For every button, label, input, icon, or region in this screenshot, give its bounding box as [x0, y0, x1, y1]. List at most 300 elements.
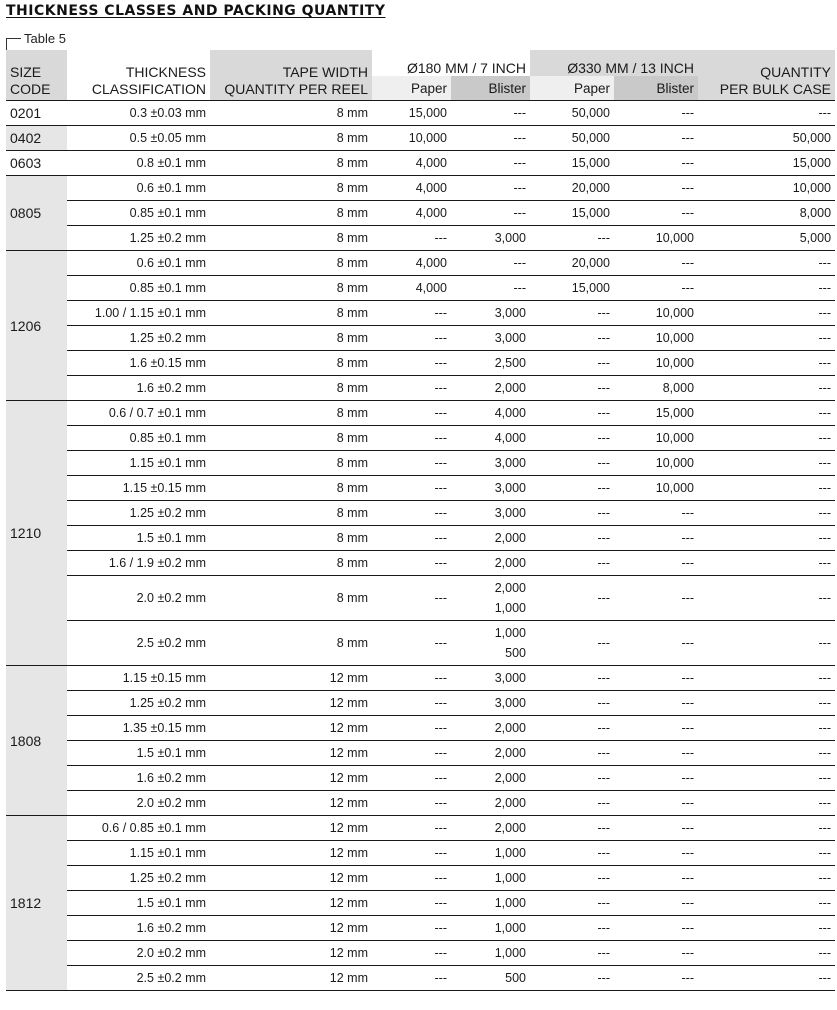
- table-row: [6, 301, 835, 326]
- thickness-cell: 0.6 / 0.7 ±0.1 mm: [67, 401, 210, 426]
- paper-330-cell: ---: [530, 916, 614, 941]
- paper-180-cell: ---: [372, 376, 451, 401]
- bulk-cell: ---: [698, 426, 835, 451]
- table-row: [6, 576, 835, 621]
- blister-330-cell: ---: [614, 791, 698, 816]
- thickness-cell: 0.8 ±0.1 mm: [67, 151, 210, 176]
- header-tape-width-line1: TAPE WIDTH: [282, 64, 368, 80]
- tape-width-cell: 12 mm: [210, 866, 372, 891]
- thickness-cell: 1.5 ±0.1 mm: [67, 741, 210, 766]
- paper-330-cell: ---: [530, 866, 614, 891]
- size-code-cell: 0805: [6, 176, 67, 251]
- paper-330-cell: ---: [530, 301, 614, 326]
- table-row: [6, 326, 835, 351]
- thickness-cell: 2.0 ±0.2 mm: [67, 941, 210, 966]
- paper-330-cell: 50,000: [530, 101, 614, 126]
- table-row: [6, 891, 835, 916]
- header-180-blister: Blister: [451, 76, 530, 101]
- bulk-cell: ---: [698, 251, 835, 276]
- blister-330-cell: 8,000: [614, 376, 698, 401]
- bulk-cell: ---: [698, 526, 835, 551]
- paper-180-cell: ---: [372, 941, 451, 966]
- thickness-cell: 0.6 ±0.1 mm: [67, 176, 210, 201]
- thickness-cell: 2.5 ±0.2 mm: [67, 966, 210, 991]
- blister-180-cell: 1,000: [451, 841, 530, 866]
- paper-180-cell: ---: [372, 476, 451, 501]
- tape-width-cell: 8 mm: [210, 276, 372, 301]
- bulk-cell: ---: [698, 551, 835, 576]
- blister-330-cell: ---: [614, 891, 698, 916]
- paper-180-cell: ---: [372, 666, 451, 691]
- paper-330-cell: ---: [530, 226, 614, 251]
- paper-180-cell: ---: [372, 326, 451, 351]
- tape-width-cell: 8 mm: [210, 201, 372, 226]
- thickness-cell: 1.25 ±0.2 mm: [67, 691, 210, 716]
- paper-330-cell: 15,000: [530, 151, 614, 176]
- tape-width-cell: 12 mm: [210, 741, 372, 766]
- paper-330-cell: ---: [530, 451, 614, 476]
- paper-180-cell: ---: [372, 716, 451, 741]
- table-row: [6, 151, 835, 176]
- blister-180-cell: 2,500: [451, 351, 530, 376]
- tape-width-cell: 8 mm: [210, 501, 372, 526]
- paper-330-cell: ---: [530, 891, 614, 916]
- bulk-cell: ---: [698, 301, 835, 326]
- size-code-cell: 1812: [6, 816, 67, 991]
- blister-180-cell: 1,000: [451, 916, 530, 941]
- blister-330-cell: ---: [614, 866, 698, 891]
- table-row: [6, 666, 835, 691]
- blister-180-cell: 3,000: [451, 501, 530, 526]
- bulk-cell: ---: [698, 621, 835, 666]
- table-row: [6, 966, 835, 991]
- blister-180-cell: ---: [451, 101, 530, 126]
- thickness-cell: 1.5 ±0.1 mm: [67, 526, 210, 551]
- blister-180-cell: 1,000: [451, 941, 530, 966]
- thickness-cell: 1.25 ±0.2 mm: [67, 226, 210, 251]
- size-code-cell: 0201: [6, 101, 67, 126]
- paper-180-cell: ---: [372, 576, 451, 621]
- bulk-cell: ---: [698, 326, 835, 351]
- paper-180-cell: ---: [372, 621, 451, 666]
- bulk-cell: ---: [698, 451, 835, 476]
- blister-180-cell: ---: [451, 201, 530, 226]
- thickness-cell: 2.0 ±0.2 mm: [67, 791, 210, 816]
- bulk-cell: ---: [698, 891, 835, 916]
- blister-330-cell: ---: [614, 251, 698, 276]
- blister-330-cell: 15,000: [614, 401, 698, 426]
- table-row: [6, 426, 835, 451]
- tape-width-cell: 8 mm: [210, 126, 372, 151]
- blister-330-cell: ---: [614, 716, 698, 741]
- thickness-cell: 1.25 ±0.2 mm: [67, 866, 210, 891]
- thickness-cell: 1.5 ±0.1 mm: [67, 891, 210, 916]
- paper-330-cell: ---: [530, 841, 614, 866]
- header-thickness-line1: THICKNESS: [125, 64, 206, 80]
- blister-330-cell: ---: [614, 816, 698, 841]
- tape-width-cell: 8 mm: [210, 576, 372, 621]
- blister-180-cell-line: 2,000: [494, 581, 526, 595]
- blister-330-cell: ---: [614, 551, 698, 576]
- table-row: [6, 941, 835, 966]
- blister-330-cell: 10,000: [614, 426, 698, 451]
- table-row: [6, 501, 835, 526]
- blister-330-cell: ---: [614, 526, 698, 551]
- bulk-cell: 50,000: [698, 126, 835, 151]
- blister-330-cell: ---: [614, 766, 698, 791]
- blister-180-cell: 2,000: [451, 376, 530, 401]
- blister-180-cell: 3,000: [451, 451, 530, 476]
- blister-180-cell: ---: [451, 151, 530, 176]
- paper-180-cell: 4,000: [372, 251, 451, 276]
- table-row: [6, 866, 835, 891]
- tape-width-cell: 8 mm: [210, 301, 372, 326]
- blister-180-cell: ---: [451, 276, 530, 301]
- header-thickness-line2: CLASSIFICATION: [91, 81, 206, 97]
- thickness-cell: 1.25 ±0.2 mm: [67, 326, 210, 351]
- paper-330-cell: ---: [530, 526, 614, 551]
- paper-180-cell: ---: [372, 501, 451, 526]
- blister-180-cell-line: 500: [505, 646, 526, 660]
- paper-330-cell: ---: [530, 426, 614, 451]
- blister-330-cell: 10,000: [614, 451, 698, 476]
- blister-180-cell: 2,000: [451, 526, 530, 551]
- paper-180-cell: ---: [372, 301, 451, 326]
- bulk-cell: ---: [698, 791, 835, 816]
- thickness-cell: 1.15 ±0.15 mm: [67, 476, 210, 501]
- blister-180-cell: 3,000: [451, 326, 530, 351]
- table-row: [6, 351, 835, 376]
- header-tape-width: [210, 50, 372, 101]
- tape-width-cell: 12 mm: [210, 666, 372, 691]
- blister-330-cell: ---: [614, 101, 698, 126]
- thickness-cell: 1.00 / 1.15 ±0.1 mm: [67, 301, 210, 326]
- thickness-cell: 0.6 ±0.1 mm: [67, 251, 210, 276]
- blister-180-cell: 4,000: [451, 426, 530, 451]
- table-row: [6, 101, 835, 126]
- blister-330-cell: 10,000: [614, 226, 698, 251]
- thickness-cell: 0.3 ±0.03 mm: [67, 101, 210, 126]
- paper-330-cell: ---: [530, 691, 614, 716]
- blister-180-cell: ---: [451, 176, 530, 201]
- header-size-code-line2: CODE: [10, 81, 51, 97]
- bulk-cell: ---: [698, 476, 835, 501]
- bulk-cell: ---: [698, 916, 835, 941]
- table-row: [6, 226, 835, 251]
- tape-width-cell: 8 mm: [210, 476, 372, 501]
- blister-330-cell: 10,000: [614, 301, 698, 326]
- paper-330-cell: ---: [530, 621, 614, 666]
- blister-180-cell: 2,000: [451, 766, 530, 791]
- paper-180-cell: ---: [372, 766, 451, 791]
- paper-330-cell: ---: [530, 766, 614, 791]
- tape-width-cell: 8 mm: [210, 426, 372, 451]
- blister-330-cell: ---: [614, 176, 698, 201]
- blister-330-cell: ---: [614, 666, 698, 691]
- paper-330-cell: ---: [530, 666, 614, 691]
- table-row: [6, 916, 835, 941]
- tape-width-cell: 8 mm: [210, 401, 372, 426]
- tape-width-cell: 8 mm: [210, 526, 372, 551]
- blister-330-cell: 10,000: [614, 476, 698, 501]
- bulk-cell: ---: [698, 841, 835, 866]
- blister-330-cell: ---: [614, 126, 698, 151]
- bulk-cell: ---: [698, 816, 835, 841]
- bulk-cell: ---: [698, 691, 835, 716]
- header-180-paper: Paper: [372, 76, 451, 101]
- paper-330-cell: ---: [530, 351, 614, 376]
- table-body: [6, 101, 835, 991]
- blister-330-cell: ---: [614, 151, 698, 176]
- tape-width-cell: 12 mm: [210, 766, 372, 791]
- size-code-cell: 0603: [6, 151, 67, 176]
- tape-width-cell: 12 mm: [210, 941, 372, 966]
- blister-330-cell: ---: [614, 501, 698, 526]
- paper-330-cell: ---: [530, 501, 614, 526]
- blister-180-cell: 2,000: [451, 816, 530, 841]
- header-bulk-line2: PER BULK CASE: [719, 81, 832, 97]
- tape-width-cell: 8 mm: [210, 251, 372, 276]
- bulk-cell: ---: [698, 716, 835, 741]
- thickness-cell: 1.6 / 1.9 ±0.2 mm: [67, 551, 210, 576]
- blister-330-cell: ---: [614, 916, 698, 941]
- thickness-cell: 0.85 ±0.1 mm: [67, 426, 210, 451]
- blister-330-cell: 10,000: [614, 351, 698, 376]
- header-thickness: [67, 50, 210, 101]
- blister-180-cell: 4,000: [451, 401, 530, 426]
- table-label-text: Table 5: [24, 31, 66, 46]
- paper-180-cell: ---: [372, 691, 451, 716]
- paper-330-cell: 20,000: [530, 176, 614, 201]
- blister-330-cell: ---: [614, 741, 698, 766]
- thickness-cell: 0.6 / 0.85 ±0.1 mm: [67, 816, 210, 841]
- blister-330-cell: 10,000: [614, 326, 698, 351]
- bulk-cell: ---: [698, 401, 835, 426]
- blister-180-cell: 3,000: [451, 301, 530, 326]
- paper-330-cell: ---: [530, 791, 614, 816]
- paper-330-cell: ---: [530, 376, 614, 401]
- blister-330-cell: ---: [614, 621, 698, 666]
- paper-180-cell: 10,000: [372, 126, 451, 151]
- blister-180-cell: 3,000: [451, 476, 530, 501]
- size-code-cell: 0402: [6, 126, 67, 151]
- bulk-cell: 5,000: [698, 226, 835, 251]
- paper-180-cell: ---: [372, 741, 451, 766]
- bulk-cell: 10,000: [698, 176, 835, 201]
- paper-180-cell: ---: [372, 526, 451, 551]
- thickness-cell: 1.15 ±0.15 mm: [67, 666, 210, 691]
- bulk-cell: ---: [698, 941, 835, 966]
- thickness-cell: 0.85 ±0.1 mm: [67, 276, 210, 301]
- tape-width-cell: 12 mm: [210, 966, 372, 991]
- bulk-cell: ---: [698, 741, 835, 766]
- paper-180-cell: ---: [372, 551, 451, 576]
- thickness-cell: 1.6 ±0.2 mm: [67, 766, 210, 791]
- bulk-cell: ---: [698, 501, 835, 526]
- blister-180-cell: ---: [451, 126, 530, 151]
- header-size-code-line1: SIZE: [10, 64, 42, 80]
- bulk-cell: ---: [698, 666, 835, 691]
- paper-330-cell: ---: [530, 551, 614, 576]
- paper-180-cell: ---: [372, 816, 451, 841]
- paper-180-cell: 4,000: [372, 151, 451, 176]
- tape-width-cell: 8 mm: [210, 101, 372, 126]
- thickness-cell: 2.0 ±0.2 mm: [67, 576, 210, 621]
- paper-330-cell: ---: [530, 476, 614, 501]
- tape-width-cell: 8 mm: [210, 176, 372, 201]
- paper-180-cell: 4,000: [372, 276, 451, 301]
- bulk-cell: ---: [698, 101, 835, 126]
- paper-180-cell: ---: [372, 426, 451, 451]
- thickness-cell: 1.6 ±0.15 mm: [67, 351, 210, 376]
- blister-180-cell: 3,000: [451, 691, 530, 716]
- blister-330-cell: ---: [614, 201, 698, 226]
- thickness-cell: 1.15 ±0.1 mm: [67, 451, 210, 476]
- paper-180-cell: ---: [372, 351, 451, 376]
- paper-180-cell: ---: [372, 451, 451, 476]
- tape-width-cell: 12 mm: [210, 691, 372, 716]
- size-code-cell: 1206: [6, 251, 67, 401]
- paper-180-cell: ---: [372, 891, 451, 916]
- blister-330-cell: ---: [614, 966, 698, 991]
- header-bulk-quantity: [698, 50, 835, 101]
- blister-330-cell: ---: [614, 841, 698, 866]
- paper-180-cell: ---: [372, 401, 451, 426]
- table-row: [6, 791, 835, 816]
- tape-width-cell: 12 mm: [210, 916, 372, 941]
- thickness-cell: 1.15 ±0.1 mm: [67, 841, 210, 866]
- header-bulk-line1: QUANTITY: [760, 64, 832, 80]
- paper-180-cell: ---: [372, 791, 451, 816]
- blister-180-cell: 2,000: [451, 551, 530, 576]
- table-row: [6, 451, 835, 476]
- paper-330-cell: ---: [530, 401, 614, 426]
- tape-width-cell: 8 mm: [210, 621, 372, 666]
- bulk-cell: ---: [698, 966, 835, 991]
- blister-180-cell: 1,000: [451, 891, 530, 916]
- table-row: [6, 276, 835, 301]
- tape-width-cell: 8 mm: [210, 551, 372, 576]
- table-row: [6, 816, 835, 841]
- header-330-paper: Paper: [530, 76, 614, 101]
- tape-width-cell: 12 mm: [210, 791, 372, 816]
- table-row: [6, 251, 835, 276]
- blister-180-cell-line: 1,000: [494, 601, 526, 615]
- blister-180-cell: 3,000: [451, 226, 530, 251]
- tape-width-cell: 8 mm: [210, 451, 372, 476]
- bulk-cell: ---: [698, 376, 835, 401]
- header-tape-width-line2: QUANTITY PER REEL: [224, 81, 368, 97]
- blister-180-cell: 1,000: [451, 866, 530, 891]
- thickness-cell: 1.35 ±0.15 mm: [67, 716, 210, 741]
- tape-width-cell: 12 mm: [210, 716, 372, 741]
- table-row: [6, 176, 835, 201]
- blister-180-cell: 2,000: [451, 741, 530, 766]
- paper-180-cell: ---: [372, 866, 451, 891]
- bulk-cell: ---: [698, 276, 835, 301]
- table-row: [6, 201, 835, 226]
- paper-330-cell: 50,000: [530, 126, 614, 151]
- size-code-cell: 1210: [6, 401, 67, 666]
- tape-width-cell: 8 mm: [210, 151, 372, 176]
- header-330-blister: Blister: [614, 76, 698, 101]
- header-reel-330: Ø330 MM / 13 INCH: [530, 50, 698, 76]
- tape-width-cell: 12 mm: [210, 816, 372, 841]
- paper-330-cell: ---: [530, 716, 614, 741]
- paper-330-cell: ---: [530, 576, 614, 621]
- table-row: [6, 551, 835, 576]
- table-row: [6, 126, 835, 151]
- thickness-cell: 0.85 ±0.1 mm: [67, 201, 210, 226]
- bulk-cell: 8,000: [698, 201, 835, 226]
- paper-330-cell: ---: [530, 941, 614, 966]
- thickness-cell: 1.6 ±0.2 mm: [67, 916, 210, 941]
- blister-330-cell: ---: [614, 941, 698, 966]
- bulk-cell: 15,000: [698, 151, 835, 176]
- paper-180-cell: ---: [372, 841, 451, 866]
- blister-330-cell: ---: [614, 276, 698, 301]
- table-row: [6, 376, 835, 401]
- page-title: THICKNESS CLASSES AND PACKING QUANTITY: [6, 3, 386, 19]
- thickness-cell: 1.25 ±0.2 mm: [67, 501, 210, 526]
- paper-330-cell: ---: [530, 966, 614, 991]
- table-row: [6, 526, 835, 551]
- paper-180-cell: ---: [372, 966, 451, 991]
- paper-180-cell: ---: [372, 916, 451, 941]
- thickness-cell: 1.6 ±0.2 mm: [67, 376, 210, 401]
- blister-180-cell-line: 1,000: [494, 626, 526, 640]
- paper-330-cell: 15,000: [530, 201, 614, 226]
- table-row: [6, 766, 835, 791]
- blister-180-cell: [451, 621, 530, 666]
- size-code-cell: 1808: [6, 666, 67, 816]
- table-row: [6, 621, 835, 666]
- header-reel-180: Ø180 MM / 7 INCH: [372, 50, 530, 76]
- paper-330-cell: ---: [530, 816, 614, 841]
- table-row: [6, 841, 835, 866]
- paper-330-cell: 15,000: [530, 276, 614, 301]
- table-row: [6, 691, 835, 716]
- tape-width-cell: 8 mm: [210, 326, 372, 351]
- thickness-packing-table: [6, 50, 835, 991]
- blister-180-cell: 3,000: [451, 666, 530, 691]
- paper-180-cell: 15,000: [372, 101, 451, 126]
- paper-180-cell: 4,000: [372, 201, 451, 226]
- blister-330-cell: ---: [614, 576, 698, 621]
- bulk-cell: ---: [698, 576, 835, 621]
- paper-330-cell: ---: [530, 326, 614, 351]
- thickness-cell: 2.5 ±0.2 mm: [67, 621, 210, 666]
- paper-180-cell: 4,000: [372, 176, 451, 201]
- thickness-cell: 0.5 ±0.05 mm: [67, 126, 210, 151]
- tape-width-cell: 8 mm: [210, 351, 372, 376]
- table-row: [6, 716, 835, 741]
- blister-180-cell: 2,000: [451, 716, 530, 741]
- tape-width-cell: 12 mm: [210, 841, 372, 866]
- paper-330-cell: ---: [530, 741, 614, 766]
- tape-width-cell: 8 mm: [210, 226, 372, 251]
- blister-180-cell: ---: [451, 251, 530, 276]
- tape-width-cell: 12 mm: [210, 891, 372, 916]
- table-row: [6, 476, 835, 501]
- paper-180-cell: ---: [372, 226, 451, 251]
- table-row: [6, 401, 835, 426]
- blister-180-cell: [451, 576, 530, 621]
- blister-330-cell: ---: [614, 691, 698, 716]
- blister-180-cell: 2,000: [451, 791, 530, 816]
- tape-width-cell: 8 mm: [210, 376, 372, 401]
- bulk-cell: ---: [698, 766, 835, 791]
